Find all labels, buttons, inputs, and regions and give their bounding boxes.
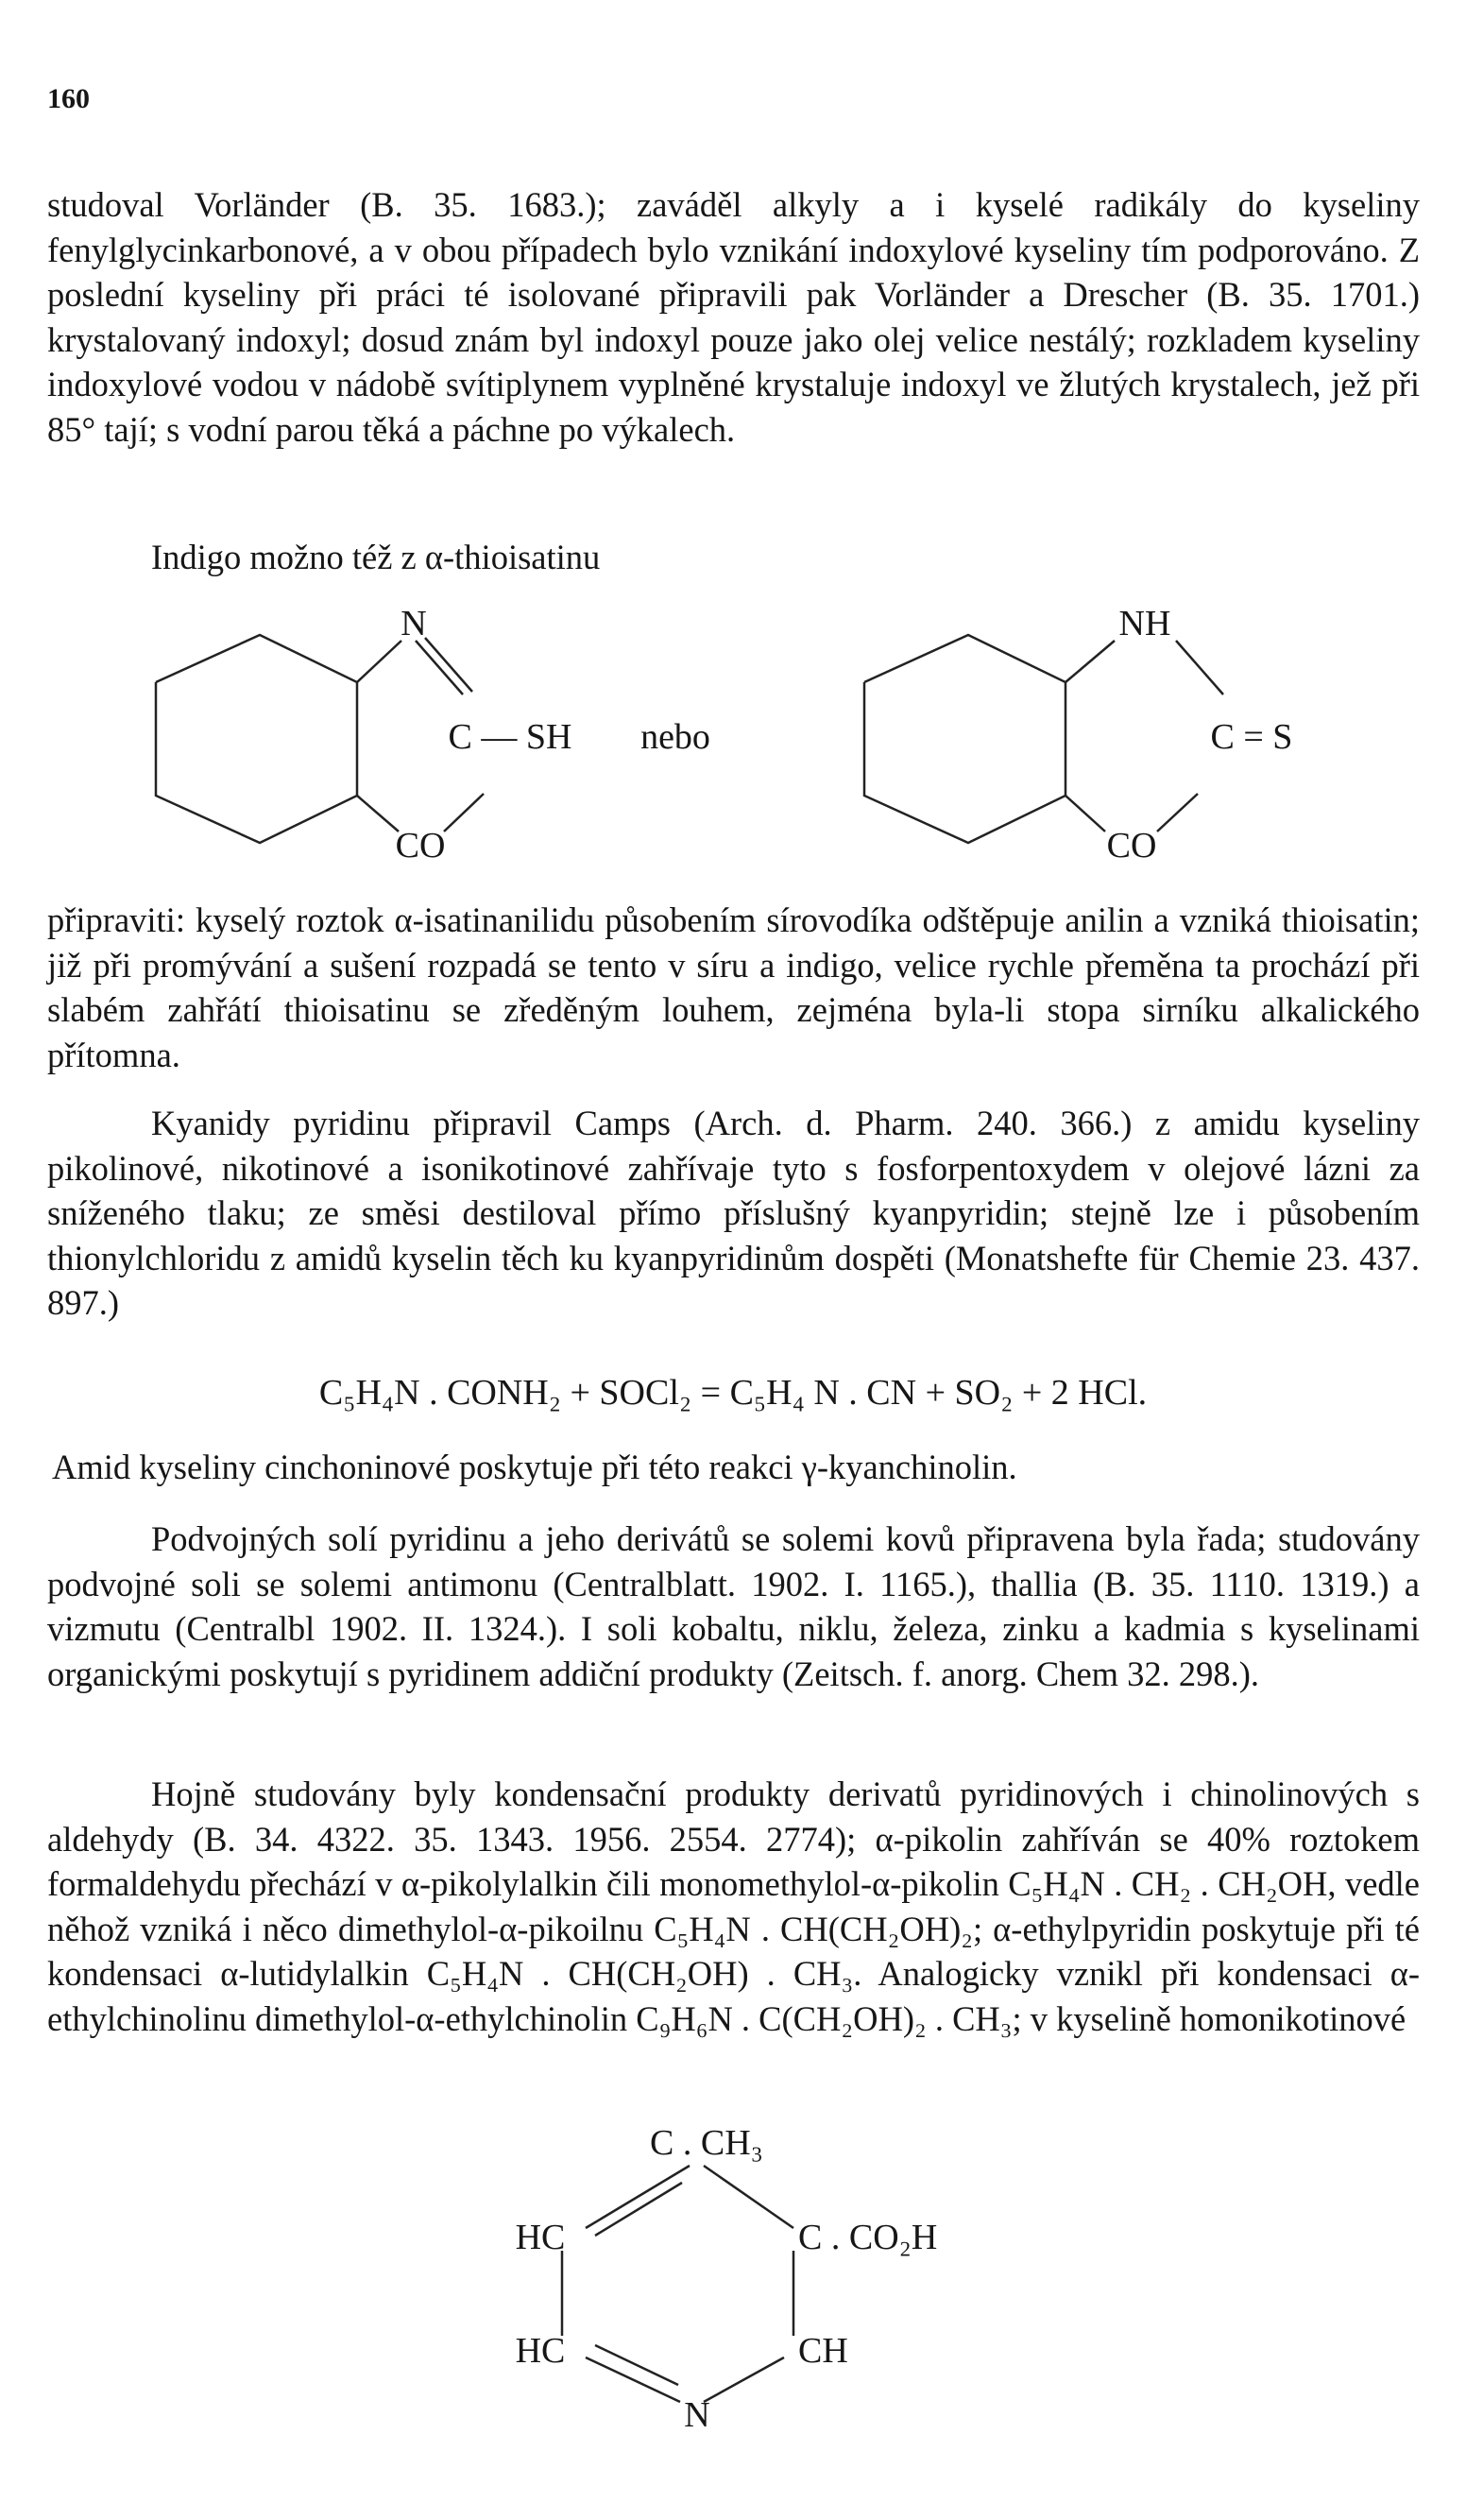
paragraph-vorlander: [47, 182, 1420, 452]
paragraph-kondensacni: [47, 1772, 1420, 2041]
page-number: 160: [47, 83, 90, 114]
formula-right-top-label: C . CO₂H: [798, 2218, 938, 2257]
paragraph-text: studoval Vorländer (B. 35. 1683.); zaváděl alkyly a i kyselé radikály do kyseliny fenylglycinkarbonové, a v obou případech bylo vznikání indoxylové kyseliny tím podporováno. Z poslední kyseliny při práci té isolované připravili pak Vorländer a Drescher (B. 35. 1701.) krystalovaný indoxyl; dosud znám byl indoxyl pouze jako olej velice nestálý; rozkladem kyseliny indoxylové vodou v nádobě svítiplynem vyplněné krystaluje indoxyl ve žlutých krystalech, jež při 85° tají; s vodní parou těká a páchne po výkalech.: [47, 185, 1420, 449]
formula-n-bottom-label: N: [684, 2395, 710, 2435]
paragraph-camps: [47, 1101, 1420, 1326]
paragraph-text: Podvojných solí pyridinu a jeho derivátů se solemi kovů připravena byla řada; studovány podvojné soli se solemi antimonu (Centralblatt. 1902. I. 1165.), thallia (B. 35. 1110. 1319.) a vizmutu (Centralbl 1902. II. 1324.). I soli kobaltu, niklu, železa, zinku a kadmia s kyselinami organickými poskytují s pyridinem addiční produkty (Zeitsch. f. anorg. Chem 32. 298.).: [47, 1519, 1420, 1693]
formula-n-label: N: [401, 604, 427, 643]
formula-nh-label: NH: [1118, 604, 1171, 643]
homonikotinova-formula: [472, 2126, 1039, 2438]
formula-hc-top-label: HC: [515, 2218, 566, 2257]
thioisatin-formula: [132, 595, 1360, 879]
paragraph-text: Hojně studovány byly kondensační produkty derivatů pyridinových i chinolinových s aldehydy (B. 34. 4322. 35. 1343. 1956. 2554. 2774); α-pikolin zahříván se 40% roztokem formaldehydu přechází v α-pikolylalkin čili monomethylol-α-pikolin C₅H₄N . CH₂ . CH₂OH, vedle něhož vzniká i něco dimethylol-α-pikoilnu C₅H₄N . CH(CH₂OH)₂; α-ethylpyridin poskytuje při té kondensaci α-lutidylalkin C₅H₄N . CH(CH₂OH) . CH₃. Analogicky vznikl při kondensaci α-ethylchinolinu dimethylol-α-ethylchinolin C₉H₆N . C(CH₂OH)₂ . CH₃; v kyselině homonikotinové: [47, 1774, 1420, 2038]
formula-ch-label: CH: [798, 2331, 848, 2371]
formula-c-sh-label: C — SH: [448, 717, 572, 757]
indigo-intro: Indigo možno též z α-thioisatinu: [151, 538, 601, 576]
paragraph-thioisatin: [47, 898, 1420, 1077]
formula-co2-label: CO: [1106, 826, 1157, 866]
paragraph-text: připraviti: kyselý roztok α-isatinanilidu působením sírovodíka odštěpuje anilin a vzniká thioisatin; již při promývání a sušení rozpadá se tento v síru a indigo, velice rychle přeměna ta prochází při slabém zahřátí thioisatinu se zředěným louhem, zejména byla-li stopa sirníku alkalického přítomna.: [47, 900, 1420, 1074]
formula-top-label: C . CH₃: [650, 2126, 763, 2163]
formula-hc-bottom-label: HC: [515, 2331, 566, 2371]
paragraph-text: Kyanidy pyridinu připravil Camps (Arch. d. Pharm. 240. 366.) z amidu kyseliny pikolinové, nikotinové a isonikotinové zahřívaje tyto s fosforpentoxydem v olejové lázni za sníženého tlaku; ze směsi destiloval přímo příslušný kyanpyridin; stejně lze i působením thionylchloridu z amidů kyselin těch ku kyanpyridinům dospěti (Monatshefte für Chemie 23. 437. 897.): [47, 1104, 1420, 1322]
paragraph-amid: Amid kyseliny cinchoninové poskytuje při této reakci γ-kyanchinolin.: [52, 1448, 1017, 1486]
formula-co-label: CO: [395, 826, 446, 866]
formula-c-s-label: C = S: [1210, 717, 1293, 757]
formula-nebo-label: nebo: [640, 717, 710, 757]
paragraph-podvojne-soli: [47, 1517, 1420, 1696]
chemical-equation: C₅H₄N . CONH₂ + SOCl₂ = C₅H₄ N . CN + SO₂ + 2 HCl.: [318, 1373, 1148, 1413]
